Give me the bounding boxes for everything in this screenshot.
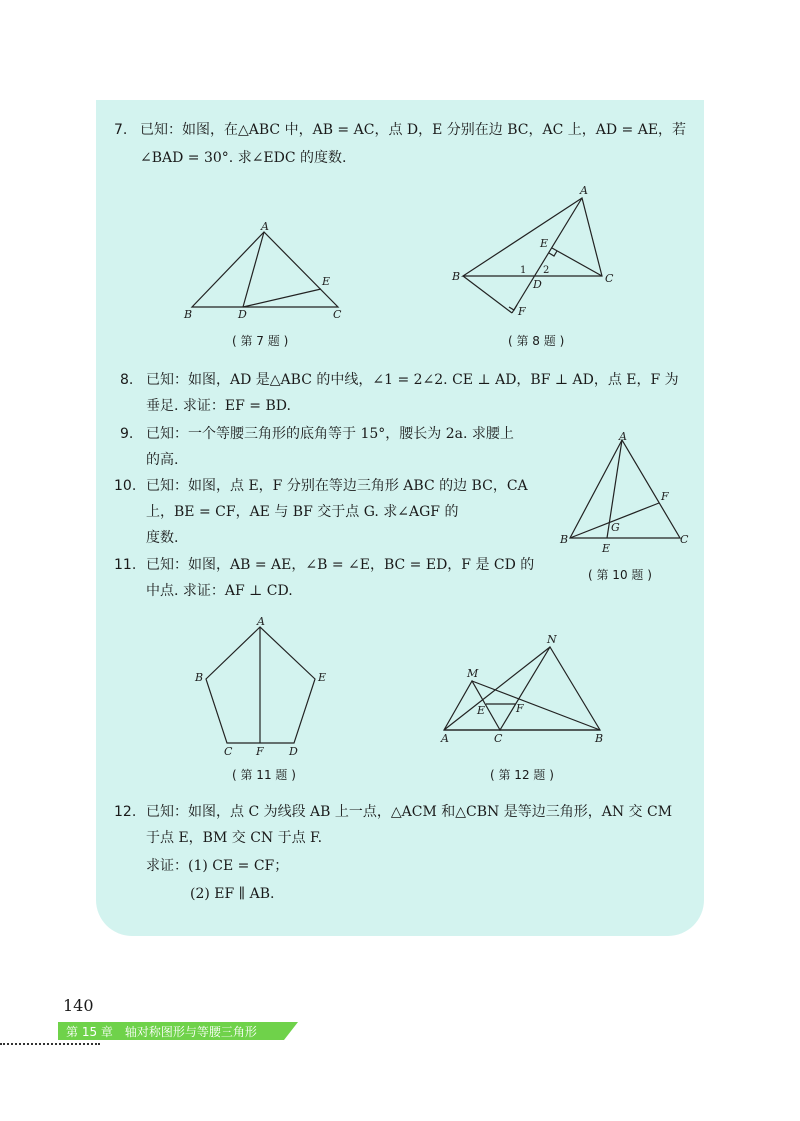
fig8-label-f: F: [518, 305, 526, 318]
page-number: 140: [63, 996, 94, 1015]
fig8-angle-2: 2: [543, 265, 550, 276]
fig7-triangle-abc: [192, 232, 338, 307]
fig8-label-a: A: [580, 184, 588, 197]
fig12-segment-bm: [472, 681, 600, 730]
problem-12-line-3: 求证：(1) CE = CF；: [146, 858, 289, 874]
fig7-label-c: C: [333, 308, 342, 321]
fig7-label-a: A: [261, 220, 269, 233]
caption-figure-10: ( 第 10 题 ): [588, 568, 652, 582]
problem-11-line-1: 已知：如图，AB = AE，∠B = ∠E，BC = ED，F 是 CD 的: [146, 557, 535, 573]
problem-8-number: 8.: [120, 372, 134, 388]
fig11-label-a: A: [257, 615, 265, 628]
caption-figure-11: ( 第 11 题 ): [232, 768, 296, 782]
problem-12-line-2: 于点 E，BM 交 CN 于点 F.: [146, 830, 323, 846]
fig12-label-m: M: [467, 667, 479, 680]
figure-8: [450, 185, 630, 325]
fig8-segment-ce: [552, 248, 602, 276]
fig11-label-d: D: [289, 745, 298, 758]
fig10-label-e: E: [602, 542, 611, 555]
fig10-label-c: C: [680, 533, 689, 546]
fig10-triangle-abc: [570, 440, 680, 538]
problem-12-number: 12.: [114, 804, 137, 820]
problem-8-line-2: 垂足. 求证：EF = BD.: [146, 398, 291, 414]
fig7-segment-de: [243, 289, 321, 307]
problem-12-line-4: (2) EF ∥ AB.: [190, 886, 275, 902]
fig7-label-e: E: [322, 275, 331, 288]
problem-10-number: 10.: [114, 478, 137, 494]
fig8-label-b: B: [452, 270, 461, 283]
fig8-line-ad-extended: [512, 198, 582, 313]
problem-10-line-1: 已知：如图，点 E，F 分别在等边三角形 ABC 的边 BC，CA: [146, 478, 528, 494]
caption-figure-8: ( 第 8 题 ): [508, 334, 565, 348]
fig8-segment-bf: [463, 276, 512, 313]
fig7-label-b: B: [184, 308, 193, 321]
problem-7-line-2: ∠BAD = 30°. 求∠EDC 的度数.: [140, 150, 347, 166]
problem-10-line-2: 上，BE = CF，AE 与 BF 交于点 G. 求∠AGF 的: [146, 504, 459, 520]
problem-11-line-2: 中点. 求证：AF ⊥ CD.: [146, 583, 293, 599]
fig12-segment-an: [444, 647, 550, 730]
fig11-label-b: B: [195, 671, 204, 684]
fig12-label-c: C: [494, 732, 503, 745]
fig12-label-e: E: [477, 704, 486, 717]
fig11-label-f: F: [256, 745, 264, 758]
fig11-label-c: C: [224, 745, 233, 758]
fig8-angle-1: 1: [520, 265, 527, 276]
problem-7-number: 7.: [114, 122, 128, 138]
dotted-rule: [0, 1043, 100, 1047]
problem-11-number: 11.: [114, 557, 137, 573]
caption-figure-12: ( 第 12 题 ): [490, 768, 554, 782]
fig10-label-a: A: [619, 430, 627, 443]
problem-10-line-3: 度数.: [146, 530, 179, 546]
fig11-label-e: E: [318, 671, 327, 684]
fig8-label-e: E: [540, 237, 549, 250]
caption-figure-7: ( 第 7 题 ): [232, 334, 289, 348]
fig12-triangle-cbn: [500, 647, 600, 730]
problem-12-line-1: 已知：如图，点 C 为线段 AB 上一点，△ACM 和△CBN 是等边三角形，AN 交 CM: [146, 804, 673, 820]
fig7-label-d: D: [238, 308, 247, 321]
problem-9-line-1: 已知：一个等腰三角形的底角等于 15°，腰长为 2a. 求腰上: [146, 426, 514, 442]
fig10-label-b: B: [560, 533, 569, 546]
fig10-label-g: G: [611, 521, 620, 534]
figure-11: [190, 615, 340, 760]
problem-8-line-1: 已知：如图，AD 是△ABC 的中线，∠1 = 2∠2. CE ⊥ AD，BF ⊥ AD，点 E，F 为: [146, 372, 679, 388]
problem-7-line-1: 已知：如图，在△ABC 中，AB = AC，点 D，E 分别在边 BC，AC 上，AD = AE，若: [140, 122, 687, 138]
problem-9-line-2: 的高.: [146, 452, 179, 468]
fig10-label-f: F: [661, 490, 669, 503]
figure-12: [434, 630, 624, 755]
fig12-label-a: A: [441, 732, 449, 745]
fig12-label-b: B: [595, 732, 604, 745]
fig12-label-n: N: [547, 633, 557, 646]
fig8-right-angle-e: [549, 251, 557, 256]
fig12-label-f: F: [516, 702, 524, 715]
fig8-label-d: D: [533, 278, 542, 291]
chapter-title: 第 15 章 轴对称图形与等腰三角形: [66, 1025, 257, 1039]
figure-10: [558, 430, 698, 555]
problem-9-number: 9.: [120, 426, 134, 442]
fig8-label-c: C: [605, 272, 614, 285]
figure-7: [180, 220, 350, 325]
